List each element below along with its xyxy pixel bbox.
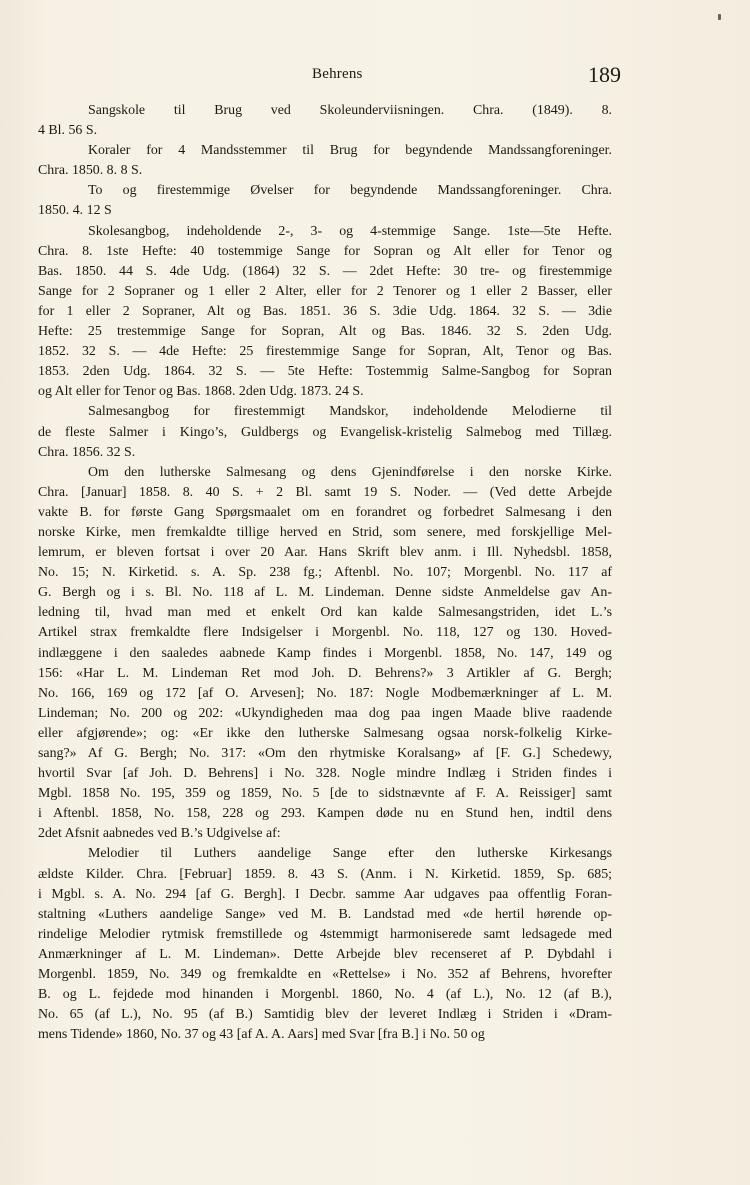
text-line: Melodier til Luthers aandelige Sange efter den lutherske Kirkesangs <box>88 846 612 862</box>
text-line: vakte B. for første Gang Spørgsmaalet om en forandret og forbedret Salmesang i den <box>38 504 612 520</box>
text-line: Koraler for 4 Mandsstemmer til Brug for begyndende Mandssangforeninger. <box>88 143 612 159</box>
text-line: Chra. 8. 1ste Hefte: 40 tostemmige Sange for Sopran og Alt eller for Tenor og <box>38 243 612 259</box>
text-line: rindelige Melodier rytmisk fremstillede og 4stemmigt harmoniserede samt ledsagede med <box>38 926 612 942</box>
text-line: de fleste Salmer i Kingo’s, Guldbergs og Evangelisk-kristelig Salmebog med Tillæg. <box>38 424 612 440</box>
text-line: 1850. 4. 12 S <box>38 203 112 219</box>
bibliography-entry <box>38 402 612 462</box>
text-line: Morgenbl. 1859, No. 349 og fremkaldte en «Rettelse» i No. 352 af Behrens, hvorefter <box>38 967 612 983</box>
text-line: 1852. 32 S. — 4de Hefte: 25 firestemmige Sange for Sopran, Alt, Tenor og Bas. <box>38 344 612 360</box>
text-line: ældste Kilder. Chra. [Februar] 1859. 8. 43 S. (Anm. i N. Kirketid. 1859, Sp. 685; <box>38 866 612 882</box>
text-line: B. og L. fejdede mod hinanden i Morgenbl. 1860, No. 4 (af L.), No. 12 (af B.), <box>38 987 612 1003</box>
text-line: 4 Bl. 56 S. <box>38 123 98 139</box>
running-head: Behrens <box>312 66 363 82</box>
bibliography-entry <box>38 181 612 221</box>
text-line: G. Bergh og i s. Bl. No. 118 af L. M. Lindeman. Denne sidste Anmeldelse gav An- <box>38 585 612 601</box>
text-line: Bas. 1850. 44 S. 4de Udg. (1864) 32 S. — 2det Hefte: 30 tre- og firestemmige <box>38 263 612 279</box>
text-line: Sangskole til Brug ved Skoleunderviisningen. Chra. (1849). 8. <box>88 103 612 118</box>
text-line: Salmesangbog for firestemmigt Mandskor, indeholdende Melodierne til <box>88 404 612 420</box>
body-text <box>38 101 612 1045</box>
text-line: ledning til, hvad man med et enkelt Ord kan kalde Salmesangstriden, idet L.’s <box>38 605 612 621</box>
text-line: No. 15; N. Kirketid. s. A. Sp. 238 fg.; Aftenbl. No. 107; Morgenbl. No. 117 af <box>38 565 612 581</box>
text-line: No. 166, 169 og 172 [af O. Arvesen]; No. 187: Nogle Modbemærkninger af L. M. <box>38 685 612 701</box>
text-line: Anmærkninger af L. M. Lindeman». Dette Arbejde blev recenseret af P. Dybdahl i <box>38 946 612 962</box>
text-line: i Aftenbl. 1858, No. 158, 228 og 293. Kampen døde nu en Stund hen, indtil dens <box>38 806 612 822</box>
bibliography-entry <box>38 463 612 845</box>
text-line: 2det Afsnit aabnedes ved B.’s Udgivelse af: <box>38 826 281 842</box>
page-number: 189 <box>588 62 621 87</box>
text-line: Hefte: 25 trestemmige Sange for Sopran, Alt og Bas. 1846. 32 S. 2den Udg. <box>38 324 612 340</box>
text-line: sang?» Af G. Bergh; No. 317: «Om den rhytmiske Koralsang» af [F. G.] Schedewy, <box>38 746 612 761</box>
text-line: eller afgjørende»; og: «Er ikke den lutherske Salmesang ogsaa norsk-folkelig Kirke- <box>38 725 612 741</box>
text-line: mens Tidende» 1860, No. 37 og 43 [af A. A. Aars] med Svar [fra B.] i No. 50 og <box>38 1027 485 1043</box>
text-line: Skolesangbog, indeholdende 2-, 3- og 4-stemmige Sange. 1ste—5te Hefte. <box>88 223 612 239</box>
text-line: Chra. [Januar] 1858. 8. 40 S. + 2 Bl. samt 19 S. Noder. — (Ved dette Arbejde <box>38 484 612 500</box>
bibliography-entry <box>38 141 612 181</box>
text-line: Artikel strax fremkaldte flere Indsigelser i Morgenbl. No. 118, 127 og 130. Hoved- <box>38 625 612 641</box>
text-line: Om den lutherske Salmesang og dens Gjenindførelse i den norske Kirke. <box>88 464 612 480</box>
text-line: Chra. 1850. 8. 8 S. <box>38 163 143 179</box>
text-line: lemrum, er bleven fortsat i over 20 Aar. Hans Skrift blev anm. i Ill. Nyhedsbl. 1858, <box>38 545 612 561</box>
text-line: Mgbl. 1858 No. 195, 359 og 1859, No. 5 [de to sidstnævnte af F. A. Reissiger] samt <box>38 786 612 802</box>
text-line: Lindeman; No. 200 og 202: «Ukyndigheden maa dog paa ingen Maade blive raadende <box>38 705 612 721</box>
speck-mark <box>718 14 721 20</box>
text-line: i Mgbl. s. A. No. 294 [af G. Bergh]. I Decbr. samme Aar udgaves paa offentlig Foran- <box>38 886 612 902</box>
bibliography-entry <box>38 844 612 1045</box>
bibliography-entry <box>38 101 612 141</box>
text-line: 1853. 2den Udg. 1864. 32 S. — 5te Hefte: Tostemmig Salme-Sangbog for Sopran <box>38 364 612 380</box>
text-line: indlæggene i den saaledes aabnede Kamp findes i Morgenbl. 1858, No. 147, 149 og <box>38 645 612 661</box>
text-line: No. 65 (af L.), No. 95 (af B.) Samtidig blev der leveret Indlæg i Striden i «Dram- <box>38 1007 612 1023</box>
text-line: for 1 eller 2 Sopraner, Alt og Bas. 1851. 36 S. 3die Udg. 1864. 32 S. — 3die <box>38 303 612 319</box>
bibliography-entry <box>38 222 612 403</box>
text-line: og Alt eller for Tenor og Bas. 1868. 2den Udg. 1873. 24 S. <box>38 384 364 400</box>
text-line: staltning «Luthers aandelige Sange» ved M. B. Landstad med «de hertil hørende op- <box>38 906 612 922</box>
text-line: Sange for 2 Sopraner og 1 eller 2 Alter, eller for 2 Tenorer og 1 eller 2 Basser, eller <box>38 283 612 299</box>
text-line: To og firestemmige Øvelser for begyndende Mandssangforeninger. Chra. <box>88 183 612 199</box>
text-line: hvortil Svar [af Joh. D. Behrens] i No. 328. Nogle mindre Indlæg i Striden findes i <box>38 766 612 782</box>
text-line: 156: «Har L. M. Lindeman Ret mod Joh. D. Behrens?» 3 Artikler af G. Bergh; <box>38 665 612 681</box>
text-line: Chra. 1856. 32 S. <box>38 444 136 460</box>
text-line: norske Kirke, men fremkaldte tillige herved en Strid, som senere, med forskjellige Mel- <box>38 524 612 540</box>
